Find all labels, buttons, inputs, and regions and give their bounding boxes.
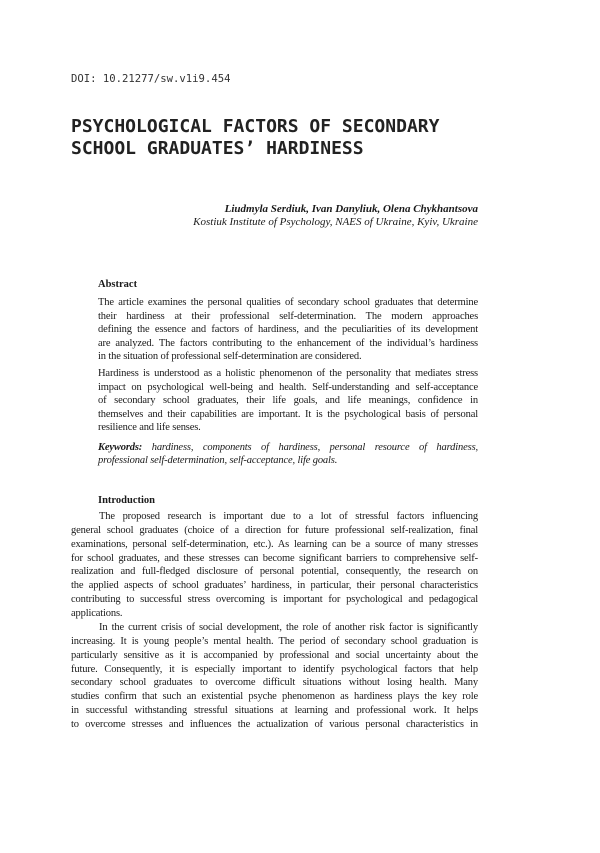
abstract-line: Hardiness is understood as a holistic phenomenon of the personality that mediates stress: [98, 368, 478, 379]
introduction-line: In the current crisis of social development, the role of another risk factor is significantly: [99, 621, 478, 633]
introduction-line: applications.: [71, 608, 123, 620]
keywords-line-1: [98, 441, 478, 454]
introduction-line: general school graduates (choice of a direction for future professional self-realization, final: [71, 524, 478, 536]
paper-title-line-1: PSYCHOLOGICAL FACTORS OF SECONDARY: [71, 116, 440, 137]
paper-title-line-2: SCHOOL GRADUATES’ HARDINESS: [71, 138, 364, 159]
abstract-line: resilience and life senses.: [98, 422, 201, 433]
introduction-line: the applied aspects of school graduates’ hardiness, in particular, their personal characteristics: [71, 580, 478, 592]
introduction-line: in successful withstanding stressful situations at learning and professional work. It helps: [71, 705, 478, 717]
introduction-line: secondary school graduates to overcome difficult situations without losing health. Many: [71, 677, 478, 689]
introduction-line: The proposed research is important due to a lot of stressful factors influencing: [99, 511, 478, 522]
abstract-line: in the situation of professional self-determination are considered.: [98, 351, 362, 362]
abstract-heading: Abstract: [98, 279, 138, 290]
introduction-line: particularly sensitive as it is accompanied by professional and social uncertainty about the: [71, 649, 478, 661]
introduction-line: to overcome stresses and influences the actualization of various personal characteristics in: [71, 719, 478, 731]
abstract-line: are analyzed. The factors contributing to the enhancement of the individual’s hardiness: [98, 337, 478, 349]
introduction-line: increasing. It is young people’s mental health. The period of secondary school graduation is: [71, 635, 478, 647]
authors: Liudmyla Serdiuk, Ivan Danyliuk, Olena Chykhantsova: [224, 203, 478, 215]
introduction-line: future. Consequently, it is especially important to identify psychological factors that help: [71, 663, 478, 675]
doi: DOI: 10.21277/sw.v1i9.454: [71, 73, 231, 85]
abstract-line: themselves and their capabilities are important. It is the psychological basis of personal: [98, 408, 478, 420]
introduction-line: for school graduates, and these stresses can become significant barriers to comprehensive self-: [71, 552, 478, 564]
introduction-line: contributing to successful stress overcoming is important for psychological and pedagogical: [71, 594, 478, 606]
introduction-line: studies confirm that such an existential psyche phenomenon as hardiness plays the key role: [71, 691, 478, 703]
keywords-text: hardiness, components of hardiness, personal resource of hardiness,: [151, 442, 478, 453]
abstract-line: defining the essence and factors of hardiness, and the peculiarities of its development: [98, 324, 478, 335]
keywords-line-2: professional self-determination, self-acceptance, life goals.: [98, 455, 338, 466]
abstract-line: The article examines the personal qualities of secondary school graduates that determine: [98, 297, 478, 308]
introduction-line: realization and full-fledged disclosure of personal potential, consequently, the research on: [71, 566, 478, 578]
abstract-line: their hardiness at their professional self-determination. The modern approaches: [98, 310, 478, 322]
introduction-line: examinations, personal self-determination, etc.). As learning can be a source of many stresses: [71, 538, 478, 550]
abstract-line: impact on psychological well-being and health. Self-understanding and self-acceptance: [98, 381, 478, 393]
introduction-heading: Introduction: [98, 495, 155, 506]
affiliation: Kostiuk Institute of Psychology, NAES of Ukraine, Kyiv, Ukraine: [193, 216, 478, 228]
abstract-line: of secondary school graduates, their life goals, and life meanings, confidence in: [98, 395, 478, 406]
keywords-label: Keywords:: [98, 442, 143, 453]
